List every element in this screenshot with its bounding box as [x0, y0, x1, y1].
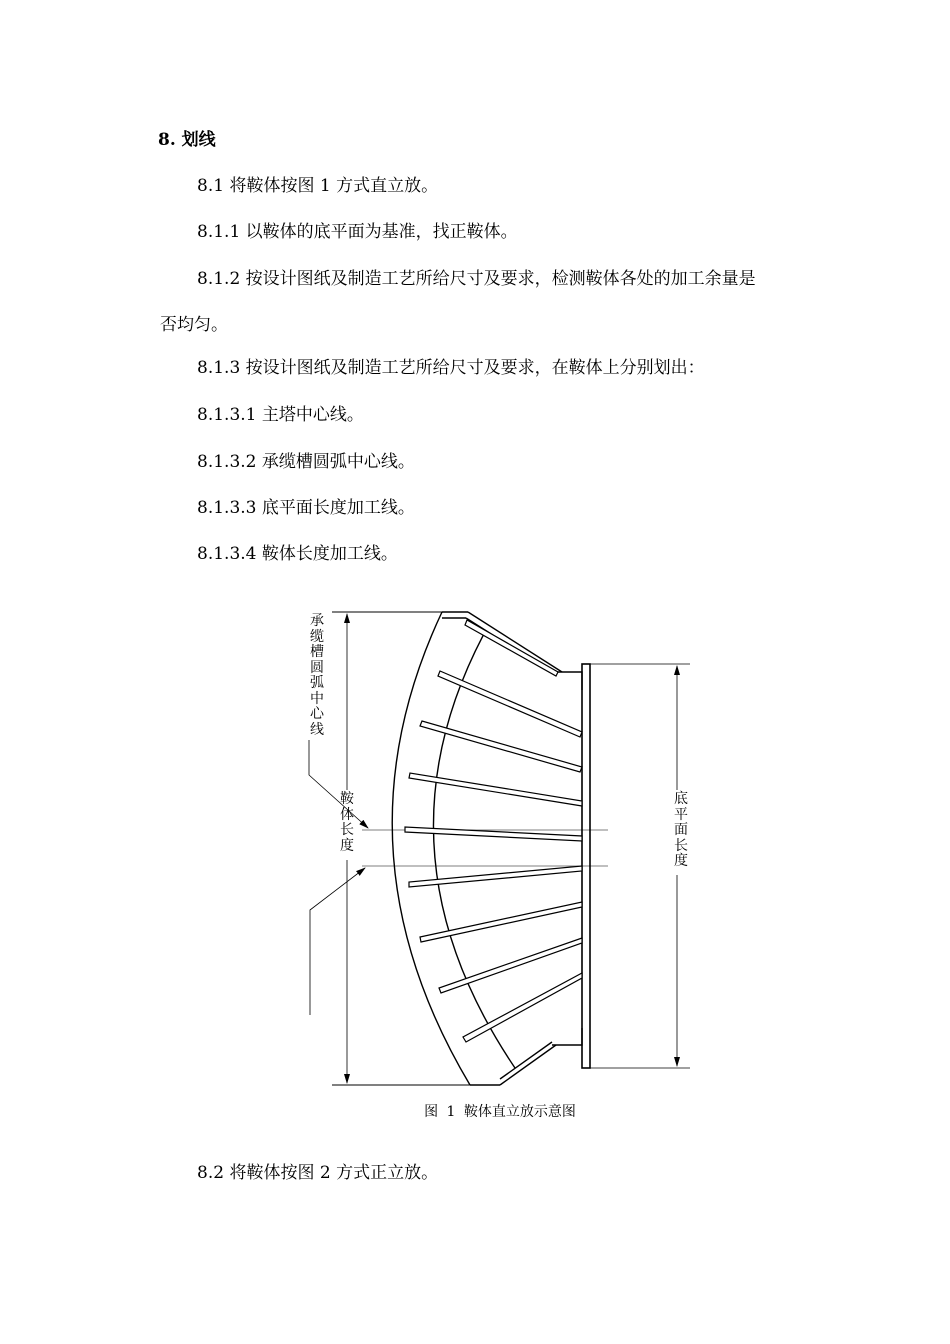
rib [420, 721, 582, 772]
paragraph-8-1-2-cont: 否均匀。 [160, 315, 228, 335]
rib [405, 827, 582, 841]
paragraph-8-1-3-4: 8.1.3.4 鞍体长度加工线。 [197, 544, 398, 564]
saddle-inner-arc [433, 630, 515, 1068]
rib [420, 902, 582, 942]
rib [409, 866, 582, 887]
rib [438, 671, 582, 737]
paragraph-8-1-3-3: 8.1.3.3 底平面长度加工线。 [197, 498, 415, 518]
section-heading: 8. 划线 [158, 130, 216, 150]
paragraph-8-1-1: 8.1.1 以鞍体的底平面为基准，找正鞍体。 [197, 222, 518, 242]
label-base-length: 底平面长度 [674, 791, 688, 869]
paragraph-8-1-3-1: 8.1.3.1 主塔中心线。 [197, 405, 364, 425]
rib [465, 620, 558, 676]
label-cable-groove-centerline: 承缆槽圆弧中心线 [310, 613, 324, 738]
rib [463, 973, 582, 1042]
label-saddle-length: 鞍体长度 [340, 791, 354, 854]
paragraph-8-1-2: 8.1.2 按设计图纸及制造工艺所给尺寸及要求，检测鞍体各处的加工余量是 [197, 269, 756, 289]
paragraph-8-1: 8.1 将鞍体按图 1 方式直立放。 [197, 176, 439, 196]
paragraph-8-2: 8.2 将鞍体按图 2 方式正立放。 [197, 1163, 439, 1183]
paragraph-8-1-3-2: 8.1.3.2 承缆槽圆弧中心线。 [197, 452, 415, 472]
figure-caption: 图 1 鞍体直立放示意图 [424, 1104, 576, 1120]
paragraph-8-1-3: 8.1.3 按设计图纸及制造工艺所给尺寸及要求，在鞍体上分别划出： [197, 358, 705, 378]
